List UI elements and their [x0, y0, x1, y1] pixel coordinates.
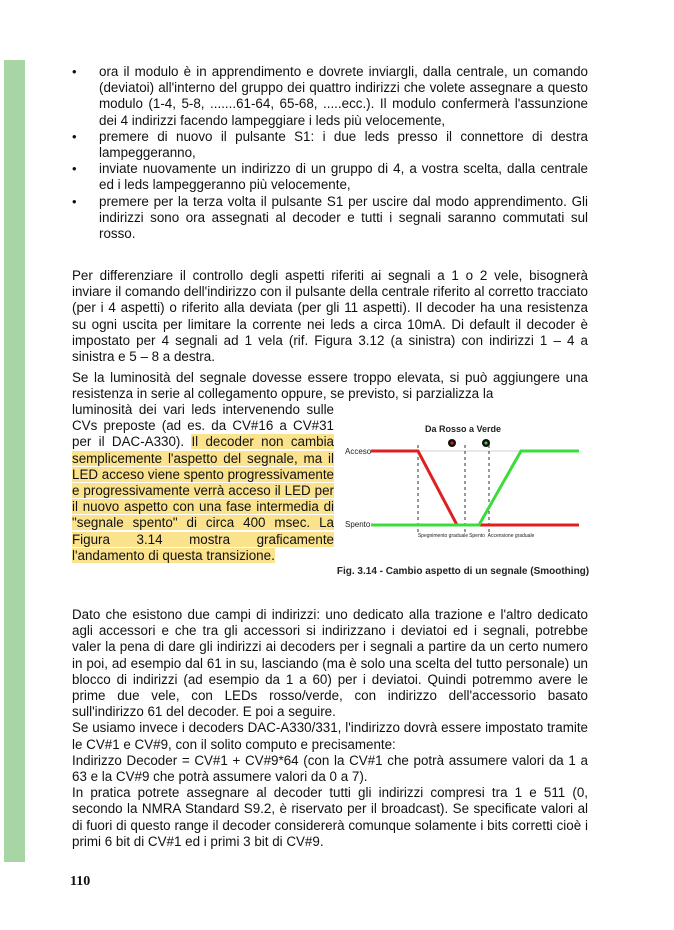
- bullet-text: premere per la terza volta il pulsante S1 per uscire dal modo apprendimento. Gli indirizzi sono ora assegnati al decoder e tutti i segnali saranno commutati sul rosso.: [99, 193, 588, 242]
- y-label-off: Spento: [345, 520, 371, 529]
- paragraph-dac-cv: Se usiamo invece i decoders DAC-A330/331, l'indirizzo dovrà essere impostato tramite le CV#1 e CV#9, con il solito computo e precisamente:: [72, 720, 588, 752]
- bullet-item: [72, 194, 588, 243]
- green-led-dot: [485, 442, 488, 445]
- bullet-icon: •: [72, 64, 77, 79]
- figure-title: Da Rosso a Verde: [424, 424, 502, 434]
- paragraph-addressing: [72, 607, 588, 850]
- paragraph-brightness-wrap: [72, 402, 334, 564]
- highlighted-smoothing-text: Il decoder non cambia semplicemente l'aspetto del segnale, ma il LED acceso viene spento progressivamente e progressivamente verrà acceso il LED per il nuovo aspetto con una fase intermedia di "segnale spento" di circa 400 msec. La Figura 3.14 mostra graficamente l'andamento di questa transizione.: [72, 434, 335, 563]
- bullet-text: premere di nuovo il pulsante S1: i due leds presso il connettore di destra lampeggeranno,: [99, 128, 588, 161]
- bullet-item: [72, 129, 588, 161]
- bullet-icon: •: [72, 193, 77, 209]
- bullet-icon: •: [72, 128, 77, 144]
- bullet-text: inviate nuovamente un indirizzo di un gruppo di 4, a vostra scelta, dalla centrale ed i leds lampeggeranno più velocemente,: [99, 161, 588, 193]
- bullet-icon: •: [72, 161, 77, 177]
- paragraph-brightness-cont: luminosità dei vari leds intervenendo sulle CVs preposte (ad es. da CV#16 a CV#31 per il DAC-A330).: [72, 402, 334, 450]
- paragraph-brightness: Se la luminosità del segnale dovesse essere troppo elevata, si può aggiungere una resistenza in serie al collegamento oppure, se previsto, si parzializza la: [72, 370, 588, 402]
- bullet-item: [72, 161, 588, 193]
- chapter-side-bar: [4, 60, 25, 862]
- bullet-list: [72, 64, 588, 242]
- bullet-item: [72, 64, 588, 129]
- figure-caption: Fig. 3.14 - Cambio aspetto di un segnale (Smoothing): [336, 566, 590, 577]
- paragraph-range: In pratica potrete assegnare al decoder tutti gli indirizzi compresi tra 1 e 511 (0, secondo la NMRA Standard S9.2, è riservato per il broadcast). Se specificate valori al di fuori di questo range il decoder considererà comunque solamente i bits corretti cioè i primi 6 bit di CV#1 ed i primi 3 bit di CV#9.: [72, 785, 588, 849]
- paragraph-address-control: Per differenziare il controllo degli aspetti riferiti ai segnali a 1 o 2 vele, bisognerà inviare il comando dell'indirizzo con il pulsante della centrale riferito al corretto tracciato (per i 4 aspetti) o riferito alla deviata (per gli 11 aspetti). Il decoder ha una resistenza su ogni uscita per limitare la corrente nei leds a circa 10mA. Di default il decoder è impostato per 4 segnali ad 1 vela (rif. Figura 3.12 (a sinistra) con indirizzi 1 – 4 a sinistra e 5 – 8 a destra.: [72, 268, 588, 365]
- phase-label: Spegnimento graduale: [417, 533, 469, 539]
- y-label-on: Acceso: [345, 447, 372, 456]
- page-number: 110: [70, 874, 91, 889]
- smoothing-chart: [335, 405, 591, 570]
- paragraph-address-fields: Dato che esistono due campi di indirizzi: uno dedicato alla trazione e l'altro dedicato agli accessori e che tra gli accessori si indirizzano i deviatoi ed i segnali, potrebbe valer la pena di dare gli indirizzi ai decoders per i segnali a partire da un certo numero in poi, ad esempio dal 61 in su, lasciando (ma è solo una scelta del tutto personale) un blocco di indirizzi (ad esempio da 1 a 60) per i deviatoi. Quindi potremmo avere le prime due vele, con LEDs rosso/verde, con indirizzo dell'accessorio basato sull'indirizzo 61 del decoder. E poi a seguire.: [72, 607, 588, 720]
- red-led-dot: [451, 442, 454, 445]
- bullet-text: ora il modulo è in apprendimento e dovrete inviargli, dalla centrale, un comando (deviatoi) all'interno del gruppo dei quattro indirizzi che volete assegnare a questo modulo (1-4, 5-8, .......61-64, 65-68, .....ecc.). Il modulo confermerà l'assunzione dei 4 indirizzi facendo lampeggiare i leds più velocemente,: [99, 64, 588, 128]
- phase-label: Accensione graduale: [487, 533, 535, 539]
- phase-label: Spento: [469, 533, 485, 539]
- paragraph-formula: Indirizzo Decoder = CV#1 + CV#9*64 (con la CV#1 che potrà assumere valori da 1 a 63 e la CV#9 che potrà assumere valori da 0 a 7).: [72, 752, 588, 785]
